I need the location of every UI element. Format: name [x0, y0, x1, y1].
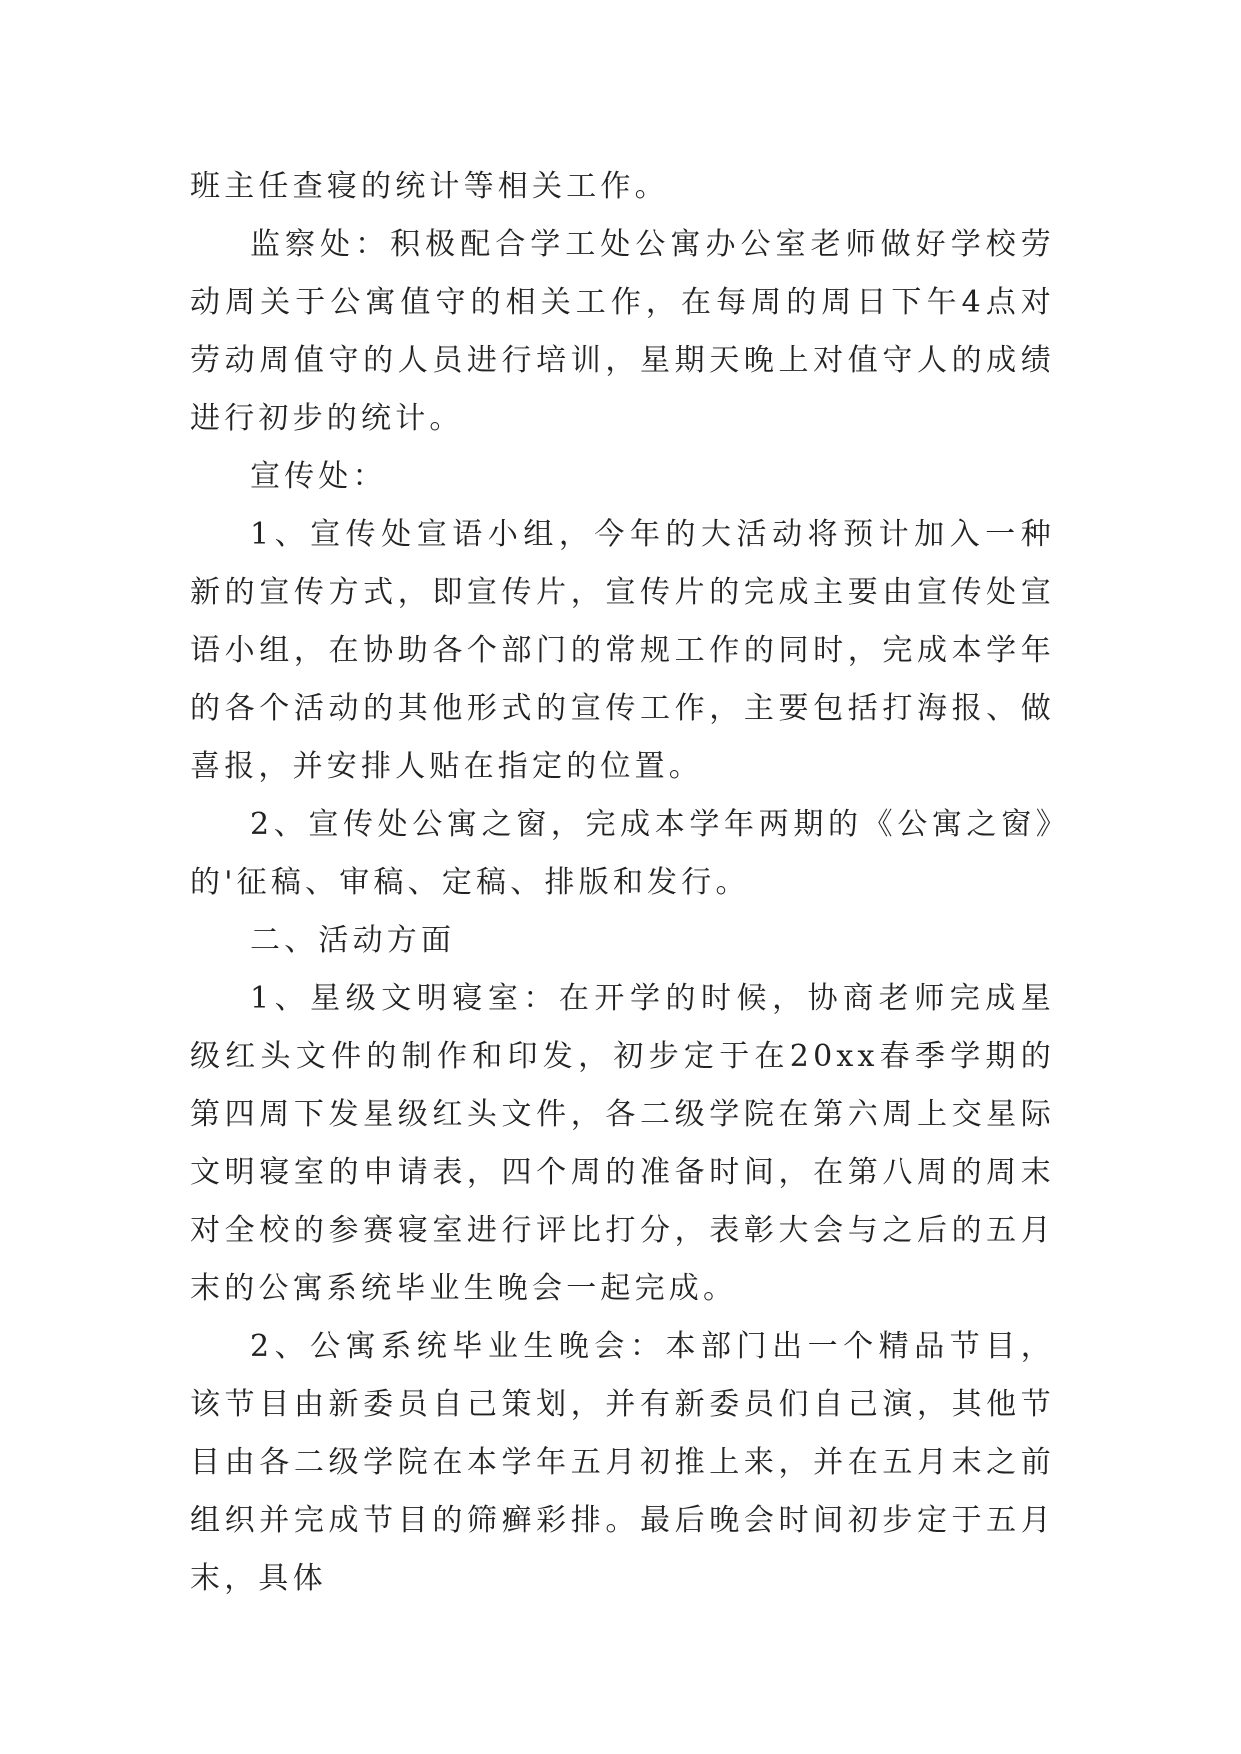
paragraph-3: 宣传处：	[250, 459, 387, 494]
section-heading: 二、活动方面	[250, 923, 456, 958]
document-body	[190, 158, 1055, 1608]
paragraph-7: 1、星级文明寝室：在开学的时候，协商老师完成星级红头文件的制作和印发，初步定于在20xx春季学期的第四周下发星级红头文件，各二级学院在第六周上交星际文明寝室的申请表，四个周的准备时间，在第八周的周末对全校的参赛寝室进行评比打分，表彰大会与之后的五月末的公寓系统毕业生晚会一起完成。	[190, 981, 1055, 1306]
paragraph-4: 1、宣传处宣语小组，今年的大活动将预计加入一种新的宣传方式，即宣传片，宣传片的完成主要由宣传处宣语小组，在协助各个部门的常规工作的同时，完成本学年的各个活动的其他形式的宣传工作，主要包括打海报、做喜报，并安排人贴在指定的位置。	[190, 517, 1055, 784]
paragraph-2: 监察处：积极配合学工处公寓办公室老师做好学校劳动周关于公寓值守的相关工作，在每周的周日下午4点对劳动周值守的人员进行培训，星期天晚上对值守人的成绩进行初步的统计。	[190, 227, 1055, 436]
paragraph-1: 班主任查寝的统计等相关工作。	[190, 169, 669, 204]
paragraph-8: 2、公寓系统毕业生晚会：本部门出一个精品节目，该节目由新委员自己策划，并有新委员们自己演，其他节目由各二级学院在本学年五月初推上来，并在五月末之前组织并完成节目的筛癣彩排。最后晚会时间初步定于五月末，具体	[190, 1329, 1055, 1596]
paragraph-5: 2、宣传处公寓之窗，完成本学年两期的《公寓之窗》的'征稿、审稿、定稿、排版和发行。	[190, 807, 1055, 900]
